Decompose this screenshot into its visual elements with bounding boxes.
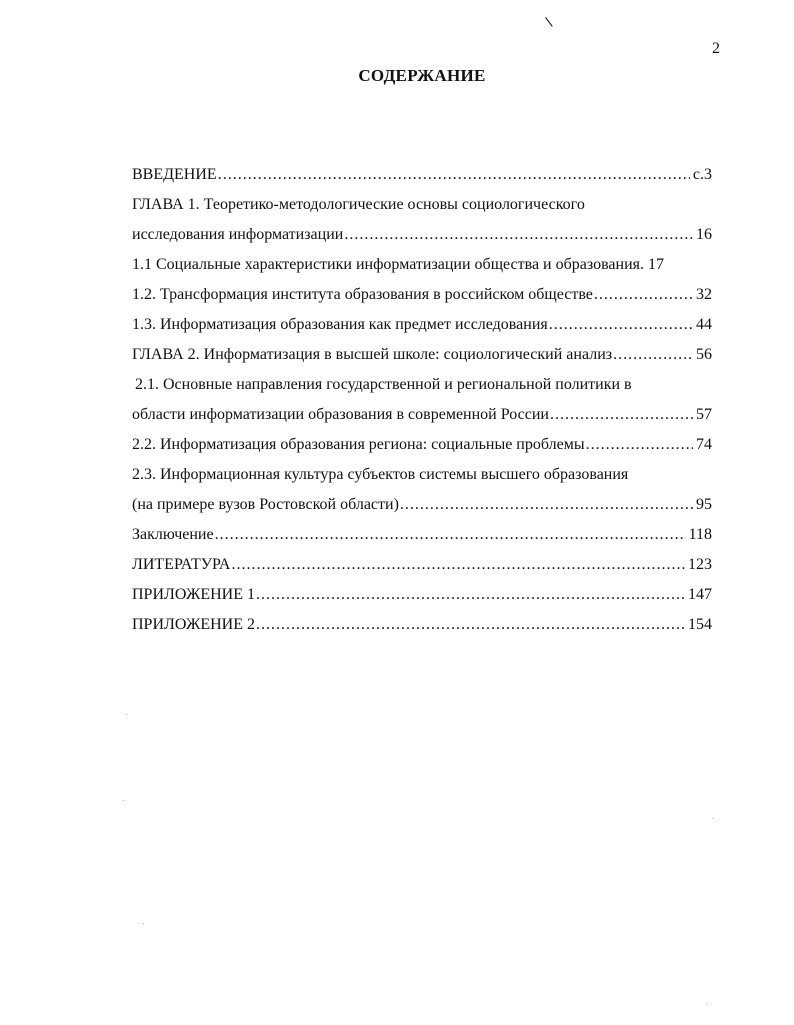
toc-entry-page: 32 [696,286,712,303]
toc-leader-dots [613,340,693,370]
toc-entry-page: 57 [696,406,712,423]
toc-entry-page: 44 [696,316,712,333]
toc-entry-section-2-1-cont [132,400,712,430]
scan-speck [123,800,124,801]
toc-leader-dots [256,610,685,640]
toc-entry-appendix-1 [132,580,712,610]
toc-leader-dots [586,430,693,460]
toc-entry-title: ГЛАВА 2. Информатизация в высшей школе: социологический анализ [132,346,613,363]
toc-leader-dots [218,160,690,190]
toc-entry-title: ЛИТЕРАТУРА [132,556,231,573]
toc-entry-section-1-2 [132,280,712,310]
toc-leader-dots [400,490,693,520]
toc-leader-dots [231,550,685,580]
toc-leader-dots [344,220,693,250]
page-number: 2 [712,40,720,57]
scan-speck [143,923,144,924]
toc-entry-title: ПРИЛОЖЕНИЕ 2 [132,616,256,633]
toc-entry-section-1-3 [132,310,712,340]
toc-leader-dots [215,520,686,550]
toc-entry-title: 1.3. Информатизация образования как предмет исследования [132,316,548,333]
toc-entry-page: 154 [688,616,712,633]
toc-entry-page: 147 [688,586,712,603]
toc-entry-appendix-2 [132,610,712,640]
toc-entry-title: исследования информатизации [132,226,344,243]
toc-entry-section-2-1 [132,370,712,400]
toc-entry-chapter-2 [132,340,712,370]
scan-speck [126,714,127,715]
toc-entry-page: 16 [696,226,712,243]
toc-entry-introduction [132,160,712,190]
toc-entry-title: ГЛАВА 1. Теоретико-методологические основы социологического [132,196,585,213]
toc-entry-title: (на примере вузов Ростовской области) [132,496,399,513]
toc-entry-section-2-2 [132,430,712,460]
toc-entry-title: ПРИЛОЖЕНИЕ 1 [132,586,256,603]
toc-entry-page: 118 [688,526,712,543]
toc-entry-literature [132,550,712,580]
toc-entry-section-1-1 [132,250,712,280]
toc-leader-dots [549,310,693,340]
toc-entry-chapter-1-cont [132,220,712,250]
toc-entry-page: 56 [696,346,712,363]
toc-entry-section-2-3-cont [132,490,712,520]
toc-entry-conclusion [132,520,712,550]
toc-entry-page: 74 [696,436,712,453]
toc-entry-title: 2.3. Информационная культура субъектов системы высшего образования [132,466,629,483]
toc-entry-section-2-3 [132,460,712,490]
toc-entry-title: области информатизации образования в современной России [132,406,549,423]
toc-entry-chapter-1 [132,190,712,220]
toc-entry-title: 2.1. Основные направления государственной и региональной политики в [135,376,632,393]
toc-entry-title: 1.2. Трансформация института образования в российском обществе [132,286,593,303]
toc-entry-page: 95 [696,496,712,513]
scan-mark: \ [544,13,554,32]
toc-leader-dots [594,280,693,310]
toc-leader-dots [256,580,685,610]
page-title: СОДЕРЖАНИЕ [358,66,486,85]
scan-speck [712,818,713,819]
toc-entry-title: 1.1 Социальные характеристики информатизации общества и образования. 17 [132,256,665,273]
table-of-contents [132,160,712,640]
toc-entry-title: 2.2. Информатизация образования региона: социальные проблемы [132,436,585,453]
toc-entry-page: с.3 [692,166,712,183]
toc-leader-dots [550,400,693,430]
toc-entry-page: 123 [688,556,712,573]
toc-entry-title: Заключение [132,526,214,543]
toc-entry-title: ВВЕДЕНИЕ [132,166,217,183]
scan-speck [706,1003,707,1004]
